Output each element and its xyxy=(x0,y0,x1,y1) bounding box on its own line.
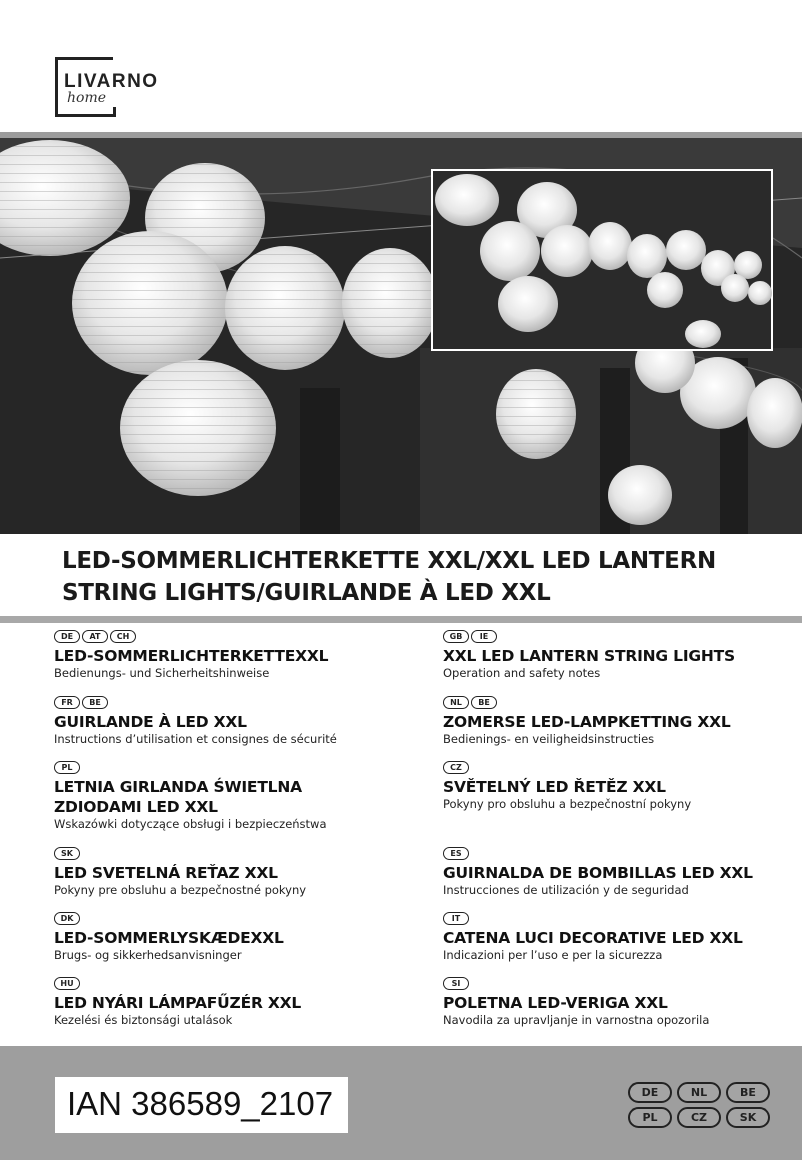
livarno-logo xyxy=(55,57,173,117)
footer-country-badge: SK xyxy=(726,1107,770,1128)
footer-country-badge: BE xyxy=(726,1082,770,1103)
entry-subtitle: Kezelési és biztonsági utalások xyxy=(54,1013,233,1027)
country-badge: BE xyxy=(82,696,108,709)
country-badge: CH xyxy=(110,630,136,643)
country-badge: PL xyxy=(54,761,80,774)
entry-subtitle: Bedienungs- und Sicherheitshinweise xyxy=(54,666,270,680)
country-badge: DE xyxy=(54,630,80,643)
language-entry-sk xyxy=(54,847,424,898)
country-badges xyxy=(54,630,424,644)
title-divider xyxy=(0,616,802,623)
ian-box xyxy=(55,1077,348,1133)
language-entry-nl xyxy=(443,696,798,747)
title-line-2: STRING LIGHTS/GUIRLANDE À LED XXL xyxy=(62,580,551,606)
lantern-photo-illustration xyxy=(0,138,802,534)
entry-subtitle: Instrucciones de utilización y de seguridad xyxy=(443,883,689,897)
country-badge: AT xyxy=(82,630,108,643)
entry-title: CATENA LUCI DECORATIVE LED XXL xyxy=(443,929,743,947)
country-badges xyxy=(54,696,424,710)
country-badge: SK xyxy=(54,847,80,860)
country-badge: DK xyxy=(54,912,80,925)
entry-subtitle: Brugs- og sikkerhedsanvisninger xyxy=(54,948,242,962)
entry-subtitle: Pokyny pre obsluhu a bezpečnostné pokyny xyxy=(54,883,307,897)
logo-brand: LIVARNO xyxy=(64,71,159,92)
footer-country-badge: PL xyxy=(628,1107,672,1128)
entry-subtitle: Indicazioni per l’uso e per la sicurezza xyxy=(443,948,663,962)
language-entry-si xyxy=(443,977,798,1028)
language-entry-pl xyxy=(54,761,424,832)
entry-subtitle: Wskazówki dotyczące obsługi i bezpieczeństwa xyxy=(54,817,327,831)
entry-subtitle: Pokyny pro obsluhu a bezpečnostní pokyny xyxy=(443,797,692,811)
country-badge: SI xyxy=(443,977,469,990)
entry-title: LED-SOMMERLICHTERKETTEXXL xyxy=(54,647,329,665)
footer-country-badge: NL xyxy=(677,1082,721,1103)
country-badges xyxy=(54,761,424,775)
footer-country-badge: DE xyxy=(628,1082,672,1103)
country-badge: ES xyxy=(443,847,469,860)
footer-country-badge: CZ xyxy=(677,1107,721,1128)
country-badges xyxy=(443,847,798,861)
footer-band xyxy=(0,1046,802,1160)
language-entry-dk xyxy=(54,912,424,963)
country-badge: FR xyxy=(54,696,80,709)
country-badge: IE xyxy=(471,630,497,643)
country-badge: HU xyxy=(54,977,80,990)
country-badge: GB xyxy=(443,630,469,643)
country-badge: BE xyxy=(471,696,497,709)
entry-subtitle: Instructions d’utilisation et consignes de sécurité xyxy=(54,732,337,746)
country-badges xyxy=(54,977,424,991)
entry-title: LED-SOMMERLYSKÆDEXXL xyxy=(54,929,284,947)
country-badges xyxy=(443,630,798,644)
entry-title: XXL LED LANTERN STRING LIGHTS xyxy=(443,647,736,665)
country-badges xyxy=(443,761,798,775)
country-badge: NL xyxy=(443,696,469,709)
entry-title: LETNIA GIRLANDA ŚWIETLNA xyxy=(54,778,302,796)
language-entry-cz xyxy=(443,761,798,812)
product-photo xyxy=(0,138,802,534)
entry-title: POLETNA LED-VERIGA XXL xyxy=(443,994,668,1012)
entry-subtitle: Bedienings- en veiligheidsinstructies xyxy=(443,732,655,746)
ian-number: IAN 386589_2107 xyxy=(67,1085,334,1122)
entry-title: LED NYÁRI LÁMPAFŰZÉR XXL xyxy=(54,994,302,1012)
entry-title: LED SVETELNÁ REŤAZ XXL xyxy=(54,864,278,882)
country-badges xyxy=(443,912,798,926)
language-entry-fr xyxy=(54,696,424,747)
language-entry-hu xyxy=(54,977,424,1028)
product-title xyxy=(62,545,782,609)
footer-country-badges xyxy=(628,1082,774,1128)
inset-detail xyxy=(432,170,772,350)
language-entry-gb xyxy=(443,630,798,681)
language-entry-it xyxy=(443,912,798,963)
entry-title: GUIRNALDA DE BOMBILLAS LED XXL xyxy=(443,864,753,882)
country-badges xyxy=(443,696,798,710)
entry-subtitle: Operation and safety notes xyxy=(443,666,601,680)
language-entry-es xyxy=(443,847,798,898)
language-entry-de xyxy=(54,630,424,681)
title-line-1: LED-SOMMERLICHTERKETTE XXL/XXL LED LANTERN xyxy=(62,548,716,574)
country-badge: CZ xyxy=(443,761,469,774)
country-badges xyxy=(54,912,424,926)
logo-sub: home xyxy=(67,90,107,106)
entry-subtitle: Navodila za upravljanje in varnostna opozorila xyxy=(443,1013,710,1027)
entry-title: ZOMERSE LED-LAMPKETTING XXL xyxy=(443,713,731,731)
entry-title: SVĚTELNÝ LED ŘETĚZ XXL xyxy=(443,778,666,796)
country-badges xyxy=(443,977,798,991)
country-badge: IT xyxy=(443,912,469,925)
entry-title: GUIRLANDE À LED XXL xyxy=(54,713,247,731)
entry-title-line-2: ZDIODAMI LED XXL xyxy=(54,798,218,816)
country-badges xyxy=(54,847,424,861)
